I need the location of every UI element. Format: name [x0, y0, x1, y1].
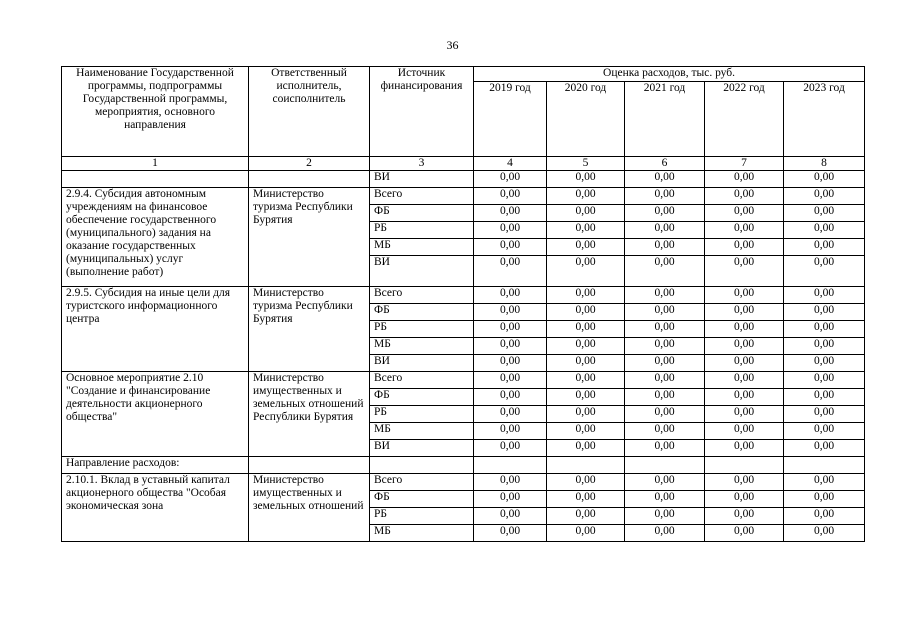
expense-value: 0,00	[547, 423, 625, 440]
empty-cell	[625, 457, 705, 474]
expense-value: 0,00	[705, 256, 784, 287]
expense-value: 0,00	[474, 372, 547, 389]
expense-value: 0,00	[547, 287, 625, 304]
funding-source: Всего	[370, 474, 474, 491]
expense-value: 0,00	[625, 171, 705, 188]
empty-cell	[547, 457, 625, 474]
expense-value: 0,00	[705, 508, 784, 525]
expense-value: 0,00	[705, 491, 784, 508]
expense-value: 0,00	[625, 423, 705, 440]
funding-source: РБ	[370, 508, 474, 525]
measure-name: 2.9.4. Субсидия автономным учреждениям на финансовое обеспечение государственного (муниципального) задания на оказание государственных (муниципальных) услуг (выполнение работ)	[62, 188, 249, 287]
header-year: 2019 год	[474, 82, 547, 157]
expense-value: 0,00	[474, 355, 547, 372]
column-index: 2	[249, 157, 370, 171]
expense-value: 0,00	[784, 525, 865, 542]
expense-value: 0,00	[474, 474, 547, 491]
expense-value: 0,00	[547, 222, 625, 239]
expense-value: 0,00	[474, 239, 547, 256]
funding-source: ФБ	[370, 205, 474, 222]
expense-value: 0,00	[625, 389, 705, 406]
header-year: 2023 год	[784, 82, 865, 157]
column-index: 3	[370, 157, 474, 171]
expense-value: 0,00	[625, 372, 705, 389]
measure-name	[62, 171, 249, 188]
expense-value: 0,00	[474, 256, 547, 287]
funding-source: ФБ	[370, 304, 474, 321]
expense-value: 0,00	[784, 491, 865, 508]
expense-value: 0,00	[474, 287, 547, 304]
header-estimate: Оценка расходов, тыс. руб.	[474, 67, 865, 82]
expense-value: 0,00	[547, 389, 625, 406]
expense-value: 0,00	[547, 256, 625, 287]
expense-value: 0,00	[625, 525, 705, 542]
funding-source: ФБ	[370, 491, 474, 508]
expense-value: 0,00	[547, 372, 625, 389]
funding-source: ВИ	[370, 440, 474, 457]
expense-value: 0,00	[625, 440, 705, 457]
expense-value: 0,00	[547, 406, 625, 423]
funding-source: РБ	[370, 222, 474, 239]
funding-source: РБ	[370, 406, 474, 423]
expense-value: 0,00	[705, 440, 784, 457]
expense-value: 0,00	[547, 321, 625, 338]
header-executor: Ответственный исполнитель, соисполнитель	[249, 67, 370, 157]
expense-value: 0,00	[625, 304, 705, 321]
expense-value: 0,00	[784, 188, 865, 205]
expense-value: 0,00	[474, 525, 547, 542]
header-year: 2021 год	[625, 82, 705, 157]
expense-value: 0,00	[547, 525, 625, 542]
table-row	[62, 457, 865, 474]
expense-value: 0,00	[705, 406, 784, 423]
header-year: 2020 год	[547, 82, 625, 157]
expense-value: 0,00	[705, 372, 784, 389]
expense-value: 0,00	[625, 188, 705, 205]
expense-value: 0,00	[705, 205, 784, 222]
expense-value: 0,00	[625, 406, 705, 423]
expense-value: 0,00	[547, 355, 625, 372]
expense-value: 0,00	[474, 171, 547, 188]
table-row	[62, 474, 865, 491]
table-body	[62, 171, 865, 542]
column-index: 8	[784, 157, 865, 171]
measure-name: Основное мероприятие 2.10 "Создание и финансирование деятельности акционерного общества"	[62, 372, 249, 457]
expense-value: 0,00	[705, 171, 784, 188]
expense-value: 0,00	[784, 389, 865, 406]
column-index: 5	[547, 157, 625, 171]
funding-source: Всего	[370, 188, 474, 205]
expense-value: 0,00	[705, 389, 784, 406]
measure-name: 2.9.5. Субсидия на иные цели для туристского информационного центра	[62, 287, 249, 372]
table-row	[62, 171, 865, 188]
expense-value: 0,00	[547, 491, 625, 508]
expense-value: 0,00	[547, 474, 625, 491]
expense-value: 0,00	[784, 406, 865, 423]
empty-cell	[249, 457, 370, 474]
column-index: 7	[705, 157, 784, 171]
expense-value: 0,00	[625, 205, 705, 222]
expense-value: 0,00	[625, 321, 705, 338]
funding-source: МБ	[370, 239, 474, 256]
funding-source: РБ	[370, 321, 474, 338]
expense-value: 0,00	[784, 256, 865, 287]
expense-value: 0,00	[705, 474, 784, 491]
column-index: 1	[62, 157, 249, 171]
expense-value: 0,00	[784, 440, 865, 457]
expense-value: 0,00	[625, 491, 705, 508]
funding-source: ФБ	[370, 389, 474, 406]
expense-value: 0,00	[625, 355, 705, 372]
table-row	[62, 372, 865, 389]
measure-name: Направление расходов:	[62, 457, 249, 474]
expense-value: 0,00	[474, 389, 547, 406]
header-name: Наименование Государственной программы, подпрограммы Государственной программы, мероприятия, основного направления	[62, 67, 249, 157]
expense-value: 0,00	[784, 474, 865, 491]
expense-value: 0,00	[474, 222, 547, 239]
executor-name: Министерство туризма Республики Бурятия	[249, 287, 370, 372]
expense-value: 0,00	[705, 222, 784, 239]
expense-value: 0,00	[625, 508, 705, 525]
expense-value: 0,00	[547, 188, 625, 205]
expense-value: 0,00	[625, 256, 705, 287]
expense-value: 0,00	[547, 171, 625, 188]
expense-value: 0,00	[784, 171, 865, 188]
executor-name: Министерство имущественных и земельных отношений	[249, 474, 370, 542]
expense-value: 0,00	[784, 508, 865, 525]
expense-value: 0,00	[474, 423, 547, 440]
expense-value: 0,00	[784, 205, 865, 222]
expense-value: 0,00	[474, 338, 547, 355]
column-index: 6	[625, 157, 705, 171]
executor-name: Министерство имущественных и земельных отношений Республики Бурятия	[249, 372, 370, 457]
expense-value: 0,00	[705, 321, 784, 338]
expense-value: 0,00	[784, 304, 865, 321]
funding-source: Всего	[370, 287, 474, 304]
expense-value: 0,00	[784, 239, 865, 256]
table-row	[62, 188, 865, 205]
expense-value: 0,00	[705, 338, 784, 355]
expense-value: 0,00	[784, 372, 865, 389]
expense-value: 0,00	[705, 188, 784, 205]
header-year: 2022 год	[705, 82, 784, 157]
budget-table	[61, 66, 865, 542]
expense-value: 0,00	[784, 287, 865, 304]
expense-value: 0,00	[705, 355, 784, 372]
expense-value: 0,00	[784, 423, 865, 440]
expense-value: 0,00	[474, 508, 547, 525]
measure-name: 2.10.1. Вклад в уставный капитал акционерного общества "Особая экономическая зона	[62, 474, 249, 542]
empty-cell	[784, 457, 865, 474]
expense-value: 0,00	[547, 239, 625, 256]
funding-source: МБ	[370, 525, 474, 542]
funding-source: МБ	[370, 338, 474, 355]
expense-value: 0,00	[474, 406, 547, 423]
funding-source: ВИ	[370, 355, 474, 372]
expense-value: 0,00	[474, 205, 547, 222]
empty-cell	[705, 457, 784, 474]
expense-value: 0,00	[625, 287, 705, 304]
expense-value: 0,00	[705, 239, 784, 256]
page-number: 36	[446, 38, 459, 52]
expense-value: 0,00	[784, 338, 865, 355]
expense-value: 0,00	[547, 508, 625, 525]
expense-value: 0,00	[784, 222, 865, 239]
expense-value: 0,00	[547, 205, 625, 222]
expense-value: 0,00	[705, 423, 784, 440]
expense-value: 0,00	[705, 304, 784, 321]
expense-value: 0,00	[625, 222, 705, 239]
expense-value: 0,00	[474, 304, 547, 321]
expense-value: 0,00	[547, 304, 625, 321]
expense-value: 0,00	[784, 355, 865, 372]
expense-value: 0,00	[705, 287, 784, 304]
expense-value: 0,00	[547, 440, 625, 457]
expense-value: 0,00	[705, 525, 784, 542]
table-row	[62, 287, 865, 304]
expense-value: 0,00	[625, 338, 705, 355]
funding-source: Всего	[370, 372, 474, 389]
column-index: 4	[474, 157, 547, 171]
expense-value: 0,00	[474, 440, 547, 457]
header-source: Источник финансирования	[370, 67, 474, 157]
funding-source: ВИ	[370, 256, 474, 287]
funding-source: ВИ	[370, 171, 474, 188]
empty-cell	[370, 457, 474, 474]
empty-cell	[474, 457, 547, 474]
executor-name	[249, 171, 370, 188]
expense-value: 0,00	[625, 239, 705, 256]
expense-value: 0,00	[625, 474, 705, 491]
funding-source: МБ	[370, 423, 474, 440]
expense-value: 0,00	[474, 491, 547, 508]
expense-value: 0,00	[474, 321, 547, 338]
expense-value: 0,00	[547, 338, 625, 355]
expense-value: 0,00	[784, 321, 865, 338]
expense-value: 0,00	[474, 188, 547, 205]
executor-name: Министерство туризма Республики Бурятия	[249, 188, 370, 287]
column-index-row	[62, 157, 865, 171]
